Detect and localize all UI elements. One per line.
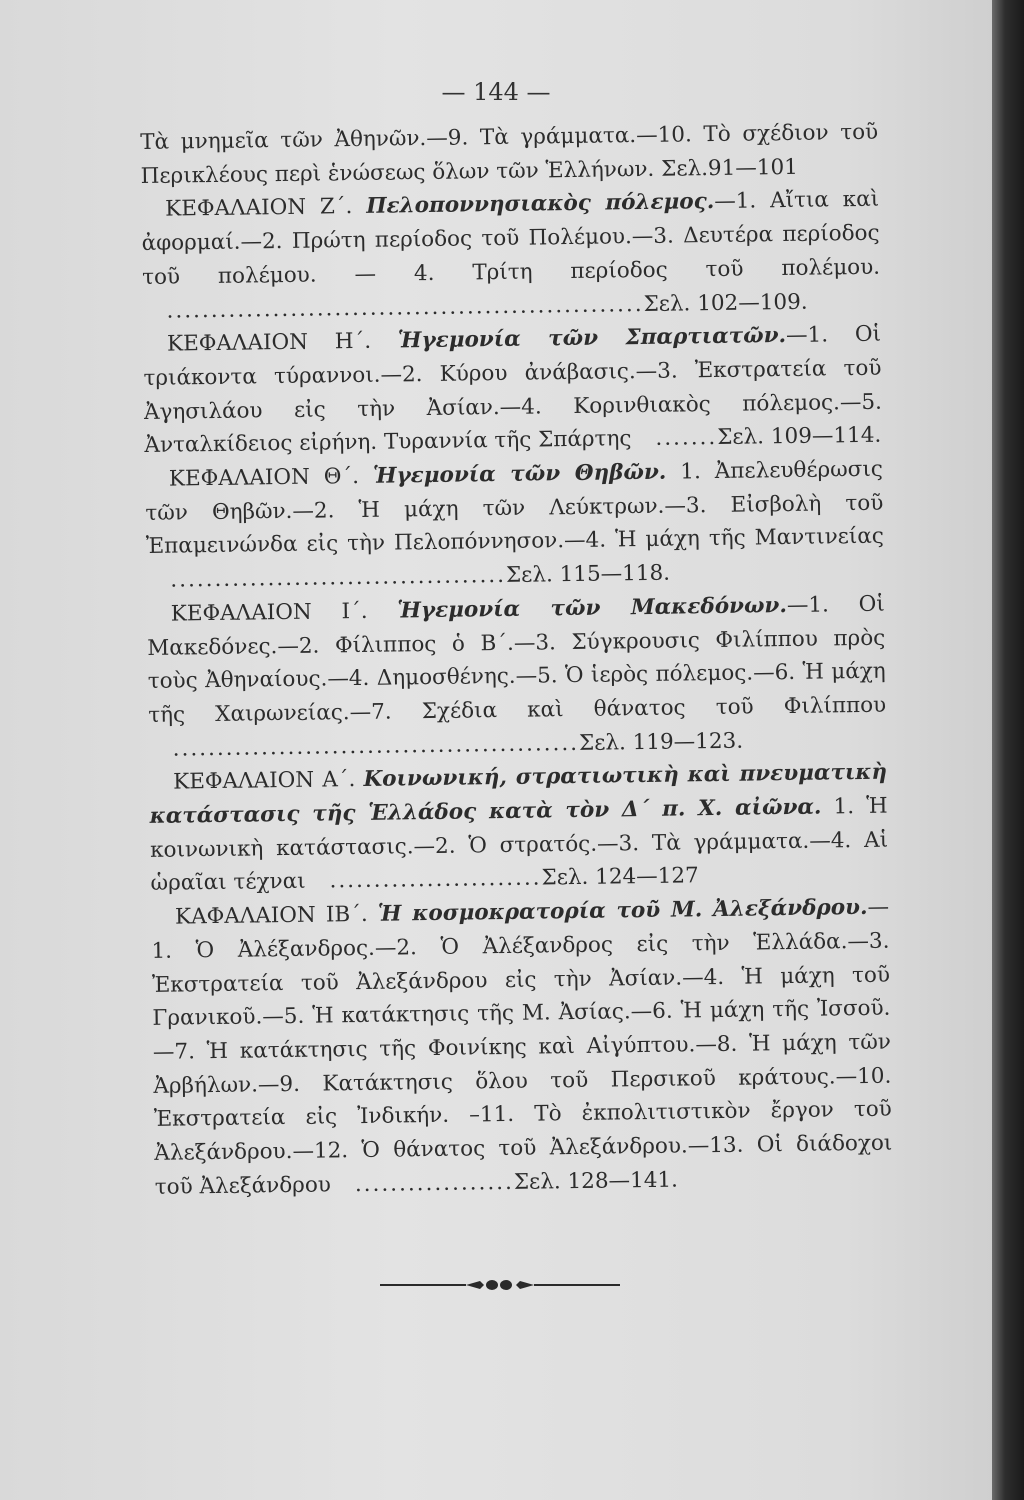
chapter-page-ref: Σελ. 115—118.: [505, 560, 671, 589]
chapter-label: ΚΑΦΑΛΑΙΟΝ ΙΒ΄.: [174, 902, 368, 930]
intro-text: Τὰ μνημεῖα τῶν Ἀθηνῶν.—9. Τὰ γράμματα.—10. Τὸ σχέδιον τοῦ Περικλέους περὶ ἑνώσεως ὅλων τῶν Ἑλλήνων.: [140, 119, 879, 189]
chapter-label: ΚΕΦΑΛΑΙΟΝ Ι΄.: [170, 598, 368, 627]
leader-dots: ......................................................: [166, 291, 644, 324]
page-number: — 144 —: [441, 78, 551, 106]
end-ornament: [380, 1278, 620, 1292]
chapter-text: 1. Ἀπελευθέρωσις τῶν Θηβῶν.—2. Ἡ μάχη τῶν Λεύκτρων.—3. Εἰσβολὴ τοῦ Ἐπαμεινώνδα εἰς τὴν Πελοπόννησον.—4. Ἡ μάχη τῆς Μαντινείας: [145, 456, 884, 560]
chapter-title: Ἡγεμονία τῶν Σπαρτιατῶν.: [397, 323, 787, 354]
leader-dots: ........................: [329, 865, 542, 894]
chapter-label: ΚΕΦΑΛΑΙΟΝ Α΄.: [172, 767, 356, 795]
leader-dots: ..................: [354, 1169, 515, 1197]
chapter-title: Κοινωνική, στρατιωτικὴ καὶ πνευματικὴ κατάστασις τῆς Ἑλλάδος κατὰ τὸν Δ΄ π. Χ. αἰῶνα.: [149, 759, 888, 829]
chapter-page-ref: Σελ. 109—114.: [717, 423, 882, 451]
chapter-12: [151, 891, 893, 1205]
intro-entry: [140, 116, 879, 194]
chapter-page-ref: Σελ. 102—109.: [643, 289, 808, 317]
chapter-title: Ἡγεμονία τῶν Μακεδόνων.: [397, 592, 788, 624]
chapter-text: —1. Αἴτια καὶ ἀφορμαί.—2. Πρώτη περίοδος τοῦ Πολέμου.—3. Δευτέρα περίοδος τοῦ πολέμου. — 4. Τρίτη περίοδος τοῦ πολέμου.: [141, 187, 881, 290]
chapter-11: [149, 756, 889, 901]
chapter-text: —1. Οἱ Μακεδόνες.—2. Φίλιππος ὁ Β΄.—3. Σύγκρουσις Φιλίππου πρὸς τοὺς Ἀθηναίους.—4. Δημοσθένης.—5. Ὁ ἱερὸς πόλεμος.—6. Ἡ μάχη τῆς Χαιρωνείας.—7. Σχέδια καὶ θάνατος τοῦ Φιλίππου: [147, 591, 887, 728]
chapter-8: [143, 318, 883, 463]
leader-dots: ......................................: [170, 563, 507, 593]
chapter-label: ΚΕΦΑΛΑΙΟΝ Θ΄.: [168, 464, 360, 492]
chapter-page-ref: Σελ. 128—141.: [513, 1167, 679, 1195]
chapter-page-ref: Σελ. 119—123.: [578, 728, 744, 756]
leader-dots: ..............................................: [172, 730, 580, 762]
chapter-title: Πελοποννησιακὸς πόλεμος.: [366, 189, 715, 220]
chapter-page-ref: Σελ. 124—127: [541, 863, 699, 891]
chapter-label: ΚΕΦΑΛΑΙΟΝ Η΄.: [166, 329, 372, 357]
chapter-text: —1. Ὁ Ἀλέξανδρος.—2. Ὁ Ἀλέξανδρος εἰς τὴν Ἑλλάδα.—3. Ἐκστρατεία τοῦ Ἀλεξάνδρου εἰς τὴν Ἀσίαν.—4. Ἡ μάχη τοῦ Γρανικοῦ.—5. Ἡ κατάκτησις τῆς Μ. Ἀσίας.—6. Ἡ μάχη τῆς Ἰσσοῦ.—7. Ἡ κατάκτησις τῆς Φοινίκης καὶ Αἰγύπτου.—8. Ἡ μάχη τῶν Ἀρβήλων.—9. Κατάκτησις ὅλου τοῦ Περσικοῦ κράτους.—10. Ἐκστρατεία εἰς Ἰνδικήν. –11. Τὸ ἐκπολιτιστικὸν ἔργον τοῦ Ἀλεξάνδρου.—12. Ὁ θάνατος τοῦ Ἀλεξάνδρου.—13. Οἱ διάδοχοι τοῦ Ἀλεξάνδρου: [151, 894, 893, 1200]
leader-dots: .......: [655, 425, 718, 452]
chapter-text: 1. Ἡ κοινωνικὴ κατάστασις.—2. Ὁ στρατός.—3. Τὰ γράμματα.—4. Αἱ ὡραῖαι τέχναι: [149, 793, 889, 897]
chapter-title: Ἡ κοσμοκρατορία τοῦ Μ. Ἀλεξάνδρου.: [377, 895, 868, 927]
table-of-contents: [140, 116, 893, 1205]
chapter-text: —1. Οἱ τριάκοντα τύραννοι.—2. Κύρου ἀνάβασις.—3. Ἐκστρατεία τοῦ Ἀγησιλάου εἰς τὴν Ἀσίαν.—4. Κορινθιακὸς πόλεμος.—5. Ἀνταλκίδειος εἰρήνη. Τυραννία τῆς Σπάρτης: [143, 321, 883, 459]
chapter-7: [141, 183, 881, 328]
intro-page-ref: Σελ.91—101: [660, 154, 799, 182]
chapter-10: [147, 587, 887, 766]
chapter-label: ΚΕΦΑΛΑΙΟΝ Ζ΄.: [164, 194, 353, 223]
chapter-title: Ἡγεμονία τῶν Θηβῶν.: [372, 459, 667, 489]
chapter-9: [145, 453, 885, 598]
book-spine: [992, 0, 1024, 1500]
